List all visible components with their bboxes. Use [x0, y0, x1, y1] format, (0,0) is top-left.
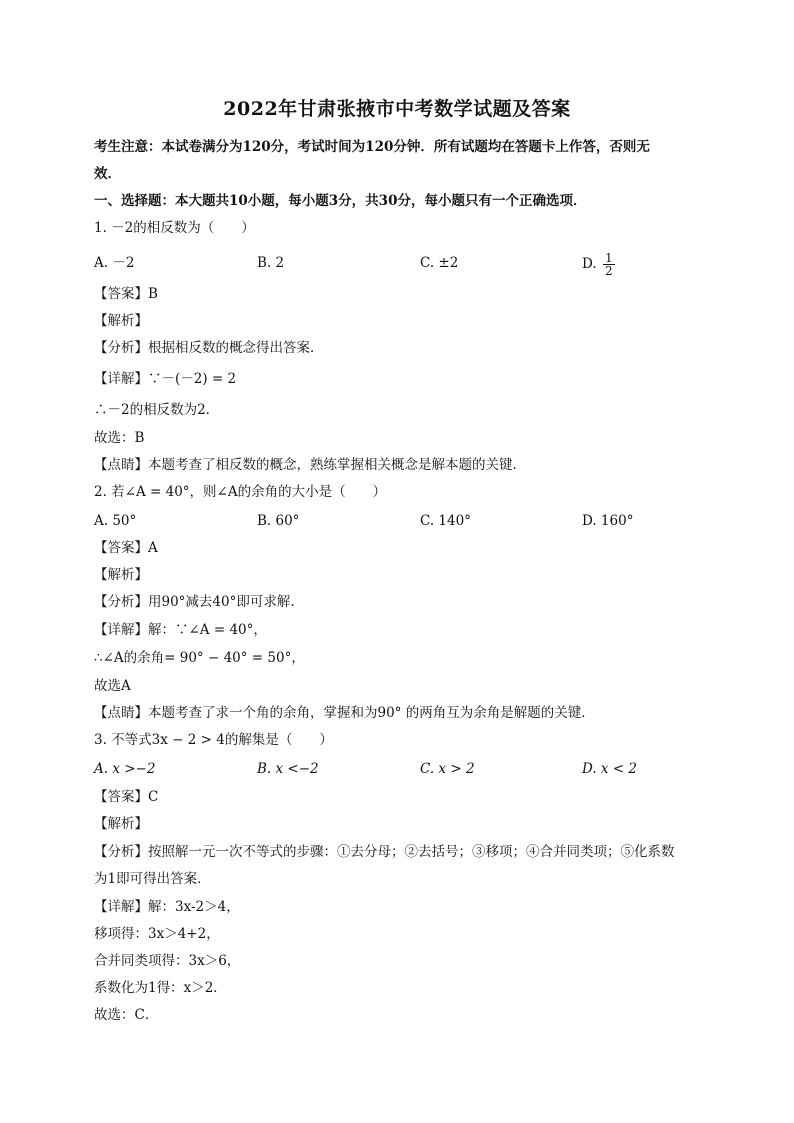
- question-1-option-d-label: D.: [582, 256, 597, 272]
- question-2-option-b: B. 60°: [257, 513, 300, 529]
- question-1-option-a: A. －2: [94, 255, 135, 271]
- notice-line-2: 效．: [94, 166, 121, 182]
- question-3-answer: 【答案】C: [94, 789, 159, 805]
- question-1-comment: 【点睛】本题考查了相反数的概念，熟练掌握相关概念是解本题的关键．: [94, 457, 526, 473]
- question-1-analysis: 【分析】根据相反数的概念得出答案．: [94, 340, 324, 356]
- fraction-denominator: 2: [604, 264, 613, 278]
- question-3-option-a: A. x >−2: [94, 761, 156, 777]
- question-3-jiexi: 【解析】: [94, 816, 148, 832]
- question-1-option-c: C. ±2: [420, 255, 459, 271]
- question-1-answer: 【答案】B: [94, 286, 158, 302]
- question-2-option-a: A. 50°: [94, 513, 137, 529]
- fraction-one-half: [603, 252, 615, 277]
- question-2-stem: 2. 若∠A = 40°，则∠A的余角的大小是（ ）: [94, 484, 387, 500]
- notice-line-1: 考生注意：本试卷满分为120分，考试时间为120分钟．所有试题均在答题卡上作答，否则无: [94, 139, 650, 155]
- question-3-step-3: 系数化为1得：x＞2．: [94, 980, 227, 996]
- question-2-choice: 故选A: [94, 678, 131, 694]
- question-3-choice: 故选：C．: [94, 1007, 159, 1023]
- question-2-answer: 【答案】A: [94, 540, 158, 556]
- question-3-option-c: C. x > 2: [420, 761, 475, 777]
- question-2-detail: 【详解】解：∵∠A = 40°，: [94, 622, 267, 638]
- question-2-comment: 【点睛】本题考查了求一个角的余角，掌握和为90° 的两角互为余角是解题的关键．: [94, 705, 595, 721]
- question-3-analysis-line-2: 为1即可得出答案．: [94, 871, 211, 887]
- question-1-option-d: [582, 252, 615, 277]
- question-1-detail-line-2: ∴－2的相反数为2．: [94, 402, 220, 418]
- question-2-option-c: C. 140°: [420, 513, 471, 529]
- question-3-option-b: B. x <−2: [257, 761, 319, 777]
- question-3-stem: 3. 不等式3x − 2 > 4的解集是（ ）: [94, 732, 333, 748]
- question-3-analysis-line-1: 【分析】按照解一元一次不等式的步骤：①去分母；②去括号；③移项；④合并同类项；⑤化系数: [94, 844, 675, 860]
- question-1-detail: 【详解】∵－(－2) = 2: [94, 371, 237, 387]
- question-2-detail-line-2: ∴∠A的余角= 90° − 40° = 50°，: [94, 650, 305, 666]
- question-3-option-d: D. x < 2: [582, 761, 638, 777]
- question-1-stem: 1. －2的相反数为（ ）: [94, 220, 255, 236]
- question-3-detail: 【详解】解：3x-2＞4，: [94, 899, 240, 915]
- question-1-jiexi: 【解析】: [94, 313, 148, 329]
- page-title: 2022年甘肃张掖市中考数学试题及答案: [223, 98, 571, 120]
- question-3-step-2: 合并同类项得：3x＞6，: [94, 953, 241, 969]
- question-2-analysis: 【分析】用90°减去40°即可求解.: [94, 594, 295, 610]
- question-2-option-d: D. 160°: [582, 513, 634, 529]
- question-1-option-b: B. 2: [257, 255, 285, 271]
- section-heading: 一、选择题：本大题共10小题，每小题3分，共30分，每小题只有一个正确选项．: [94, 193, 587, 209]
- question-2-jiexi: 【解析】: [94, 567, 148, 583]
- question-1-choice: 故选：B: [94, 430, 145, 446]
- question-3-step-1: 移项得：3x＞4+2，: [94, 926, 220, 942]
- fraction-numerator: 1: [604, 251, 613, 265]
